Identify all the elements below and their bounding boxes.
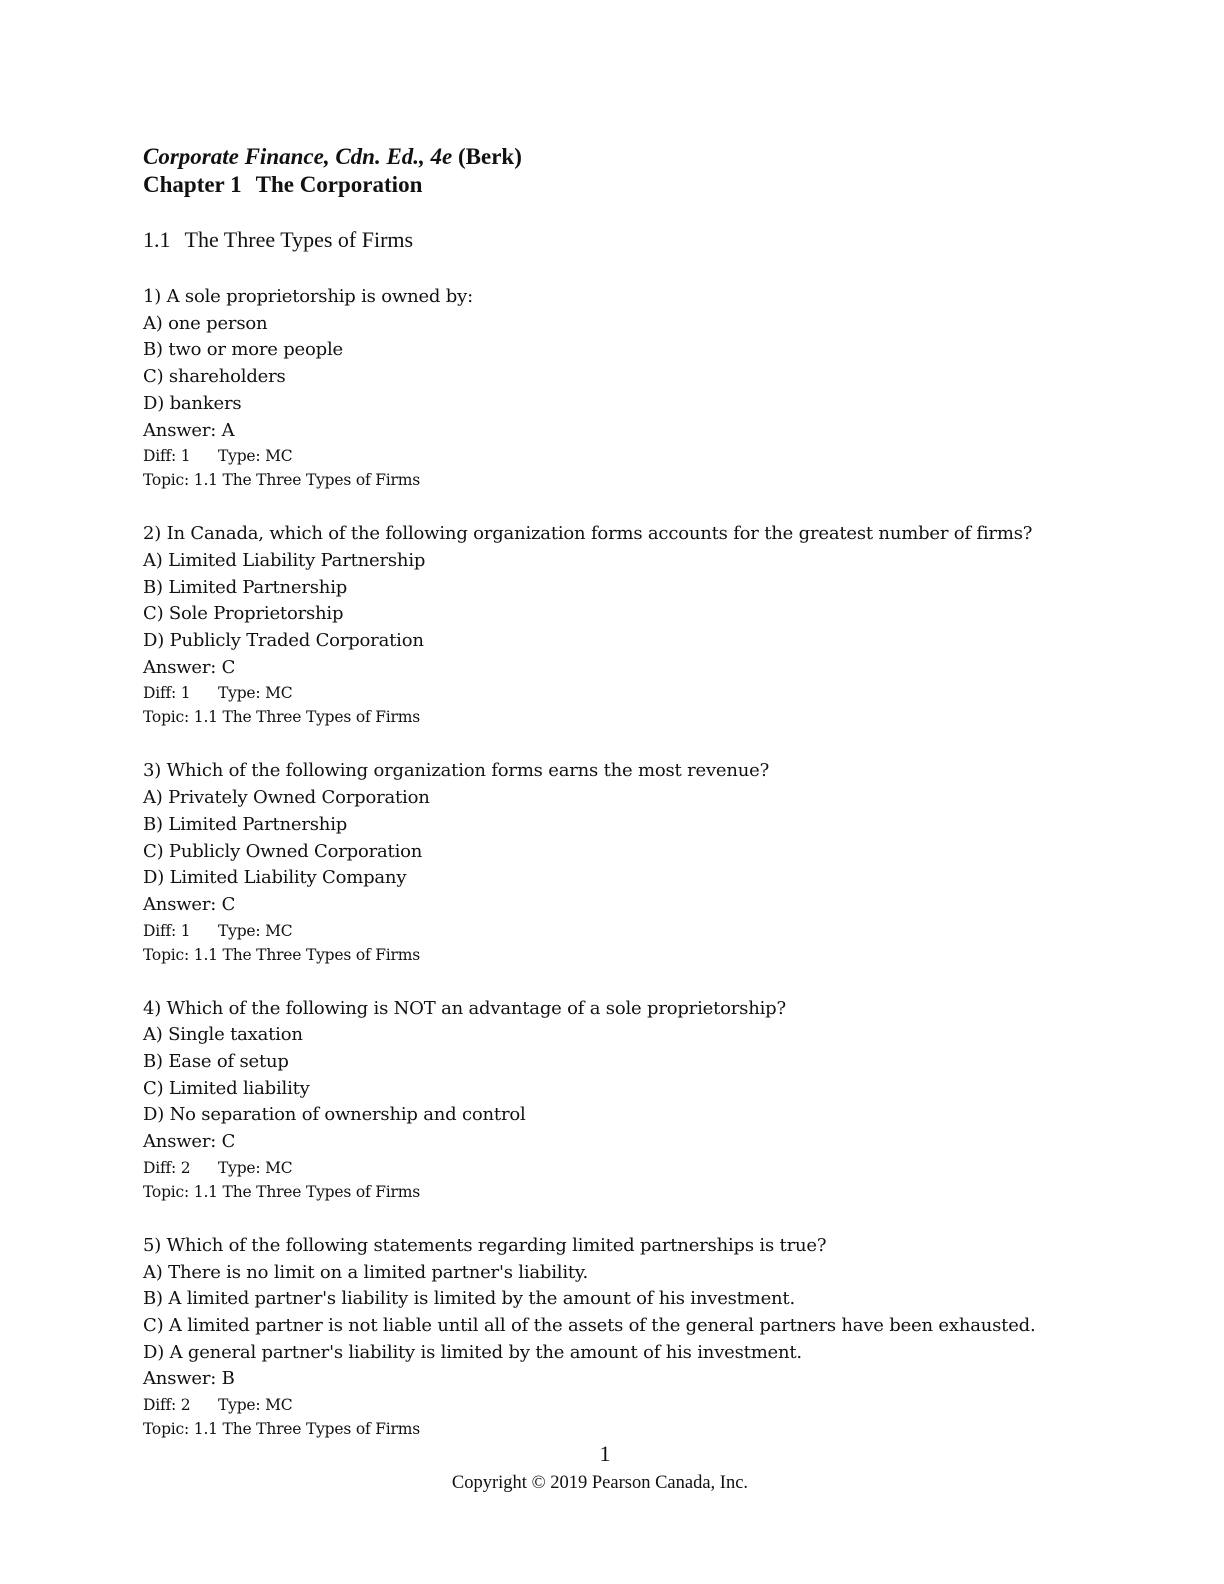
question-text: 3) Which of the following organization forms earns the most revenue? [143,760,770,782]
answer: Answer: C [143,893,236,915]
difficulty-type [143,1156,1043,1180]
option-c: C) shareholders [143,366,286,388]
option-b: B) Limited Partnership [143,813,348,835]
chapter-title [143,171,1043,199]
section-heading [143,226,1043,254]
book-title [143,143,1043,171]
book-title-author: (Berk) [458,144,522,169]
difficulty-type [143,681,1043,705]
answer: Answer: B [143,1368,235,1390]
option-d: D) A general partner's liability is limited by the amount of his investment. [143,1341,802,1363]
difficulty-type [143,444,1043,468]
option-c: C) A limited partner is not liable until all of the assets of the general partners have been exhausted. [143,1314,1036,1336]
question-item [143,996,1043,1204]
book-title-italic: Corporate Finance, Cdn. Ed., 4e [143,144,453,169]
difficulty-type [143,919,1043,943]
option-a: A) Limited Liability Partnership [143,549,426,571]
option-d: D) Limited Liability Company [143,867,407,889]
question-text: 5) Which of the following statements regarding limited partnerships is true? [143,1234,827,1256]
question-type: Type: MC [218,684,293,703]
option-a: A) There is no limit on a limited partner's liability. [143,1261,589,1283]
question-text: 2) In Canada, which of the following organization forms accounts for the greatest number of firms? [143,523,1033,545]
copyright-notice: Copyright © 2019 Pearson Canada, Inc. [451,1473,749,1493]
option-b: B) two or more people [143,339,343,361]
option-b: B) Limited Partnership [143,576,348,598]
difficulty: Diff: 2 [143,1158,191,1177]
question-text: 1) A sole proprietorship is owned by: [143,286,473,307]
question-item [143,758,1043,966]
option-b: B) A limited partner's liability is limited by the amount of his investment. [143,1288,795,1310]
question-list [143,284,1043,1441]
difficulty: Diff: 1 [143,684,191,703]
answer: Answer: A [143,419,235,441]
answer: Answer: C [143,656,236,678]
topic: Topic: 1.1 The Three Types of Firms [143,1420,421,1439]
answer: Answer: C [143,1131,236,1153]
option-d: D) bankers [143,392,242,414]
difficulty: Diff: 1 [143,921,191,940]
option-d: D) No separation of ownership and control [143,1104,526,1126]
question-item [143,284,1043,492]
question-item [143,521,1043,729]
option-a: A) Privately Owned Corporation [143,787,430,809]
question-type: Type: MC [218,1158,293,1177]
option-c: C) Publicly Owned Corporation [143,840,423,862]
question-type: Type: MC [218,447,293,466]
question-item [143,1233,1043,1441]
option-a: A) one person [143,312,268,334]
section-number: 1.1 [143,227,171,252]
topic: Topic: 1.1 The Three Types of Firms [143,708,421,727]
topic: Topic: 1.1 The Three Types of Firms [143,1182,421,1201]
option-b: B) Ease of setup [143,1051,289,1073]
topic: Topic: 1.1 The Three Types of Firms [143,471,421,490]
option-d: D) Publicly Traded Corporation [143,630,424,652]
difficulty: Diff: 2 [143,1396,191,1415]
difficulty: Diff: 1 [143,447,191,466]
option-c: C) Sole Proprietorship [143,603,344,625]
page-content [143,143,1043,1441]
question-text: 4) Which of the following is NOT an advantage of a sole proprietorship? [143,997,786,1019]
difficulty-type [143,1393,1043,1417]
option-a: A) Single taxation [143,1024,303,1046]
question-type: Type: MC [218,921,293,940]
chapter-name: The Corporation [255,172,423,197]
chapter-label: Chapter 1 [143,172,242,197]
section-title: The Three Types of Firms [184,227,414,252]
page-number: 1 [599,1441,611,1466]
topic: Topic: 1.1 The Three Types of Firms [143,945,421,964]
question-type: Type: MC [218,1396,293,1415]
option-c: C) Limited liability [143,1077,310,1099]
